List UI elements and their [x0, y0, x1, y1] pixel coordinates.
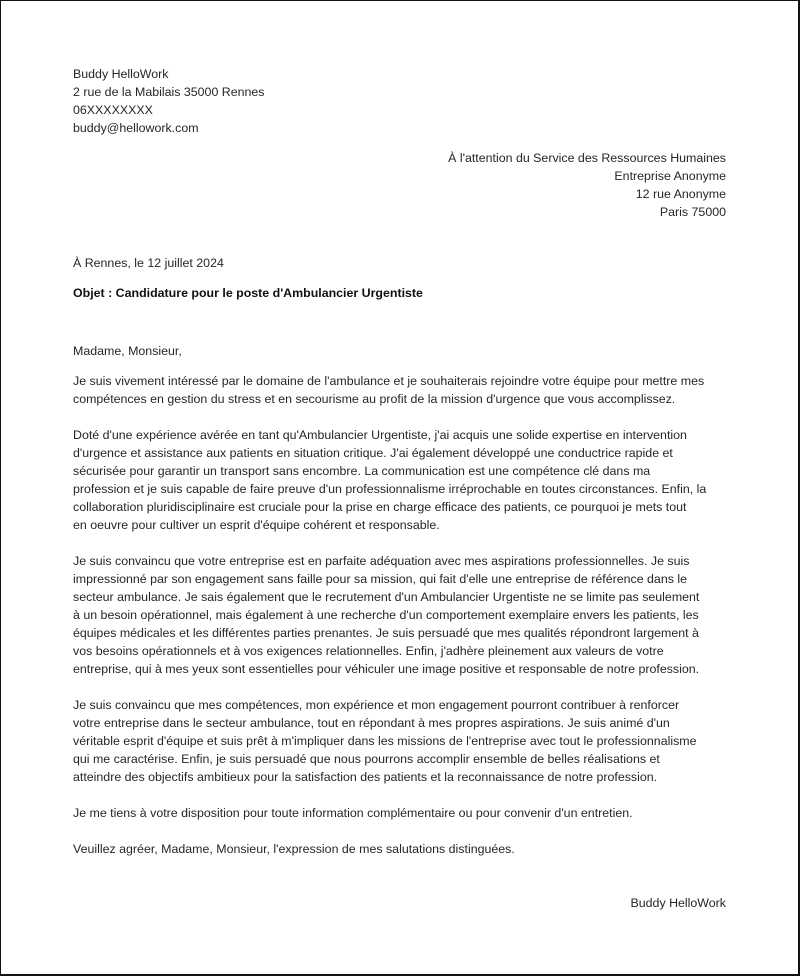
paragraph-line: à un besoin opérationnel, mais également à une recherche d'un comportement exemplaire envers les patients, les: [73, 608, 699, 622]
paragraph-line: secteur ambulance. Je sais également que le recrutement d'un Ambulancier Urgentiste ne se limite pas seulement: [73, 590, 700, 604]
sender-address: 2 rue de la Mabilais 35000 Rennes: [73, 85, 265, 99]
paragraph-2: [73, 426, 733, 534]
recipient-company: Entreprise Anonyme: [614, 169, 726, 183]
paragraph-line: impressionné par son engagement sans faille pour sa mission, qui fait d'elle une entreprise de référence dans le: [73, 572, 687, 586]
paragraph-1: [73, 372, 733, 408]
paragraph-line: Je suis convaincu que votre entreprise est en parfaite adéquation avec mes aspirations professionnelles. Je suis: [73, 554, 690, 568]
paragraph-line: Je suis vivement intéressé par le domaine de l'ambulance et je souhaiterais rejoindre votre équipe pour mettre mes: [73, 374, 705, 388]
paragraph-line: véritable esprit d'équipe et suis prêt à m'impliquer dans les missions de l'entreprise avec tout le professionnalisme: [73, 734, 697, 748]
paragraph-line: en oeuvre pour cultiver un esprit d'équipe cohérent et responsable.: [73, 518, 440, 532]
recipient-attention: À l'attention du Service des Ressources Humaines: [448, 151, 726, 165]
paragraph-5: [73, 804, 733, 822]
paragraph-line: compétences en gestion du stress et en secourisme au profit de la mission d'urgence que vous accomplissez.: [73, 392, 676, 406]
paragraph-line: équipes médicales et les différentes parties prenantes. Je suis persuadé que mes qualités répondront largement à: [73, 626, 699, 640]
paragraph-line: sécurisée pour garantir un transport sans encombre. La communication est une compétence clé dans ma: [73, 464, 651, 478]
paragraph-line: Je suis convaincu que mes compétences, mon expérience et mon engagement pourront contribuer à renforcer: [73, 698, 680, 712]
sender-phone: 06XXXXXXXX: [73, 103, 153, 117]
subject-line: Objet : Candidature pour le poste d'Ambulancier Urgentiste: [73, 286, 423, 300]
paragraph-line: entreprise, qui à mes yeux sont essentielles pour véhiculer une image positive et responsable de notre profession.: [73, 662, 700, 676]
paragraph-line: profession et je suis capable de faire preuve d'un professionnalisme irréprochable en toutes circonstances. Enfin, la: [73, 482, 707, 496]
recipient-city: Paris 75000: [659, 205, 726, 219]
paragraph-3: [73, 552, 733, 678]
recipient-street: 12 rue Anonyme: [635, 187, 726, 201]
paragraph-line: collaboration pluridisciplinaire est cruciale pour la prise en charge efficace des patients, ce pourquoi je mets tout: [73, 500, 687, 514]
paragraph-line: d'urgence et assistance aux patients en situation critique. J'ai également développé une conductrice rapide et: [73, 446, 673, 460]
paragraph-4: [73, 696, 733, 786]
sender-email: buddy@hellowork.com: [73, 121, 199, 135]
paragraph-line: vos besoins opérationnels et à vos exigences relationnelles. Enfin, j'adhère pleinement aux valeurs de votre: [73, 644, 664, 658]
closing-formula: Veuillez agréer, Madame, Monsieur, l'expression de mes salutations distinguées.: [73, 842, 515, 856]
signature: Buddy HelloWork: [630, 896, 726, 910]
place-date: À Rennes, le 12 juillet 2024: [73, 256, 224, 270]
sender-block: [73, 65, 265, 137]
sender-name: Buddy HelloWork: [73, 67, 169, 81]
recipient-block: [448, 149, 726, 221]
paragraph-line: atteindre des objectifs ambitieux pour la satisfaction des patients et la reconnaissance de notre profession.: [73, 770, 658, 784]
paragraph-line: qui me caractérise. Enfin, je suis persuadé que nous pourrons accomplir ensemble de belles réalisations et: [73, 752, 660, 766]
paragraph-line: Je me tiens à votre disposition pour toute information complémentaire ou pour convenir d'un entretien.: [73, 806, 633, 820]
paragraph-line: votre entreprise dans le secteur ambulance, tout en répondant à mes propres aspirations. Je suis animé d'un: [73, 716, 670, 730]
greeting: Madame, Monsieur,: [73, 344, 182, 358]
paragraph-line: Doté d'une expérience avérée en tant qu'Ambulancier Urgentiste, j'ai acquis une solide expertise en intervention: [73, 428, 687, 442]
